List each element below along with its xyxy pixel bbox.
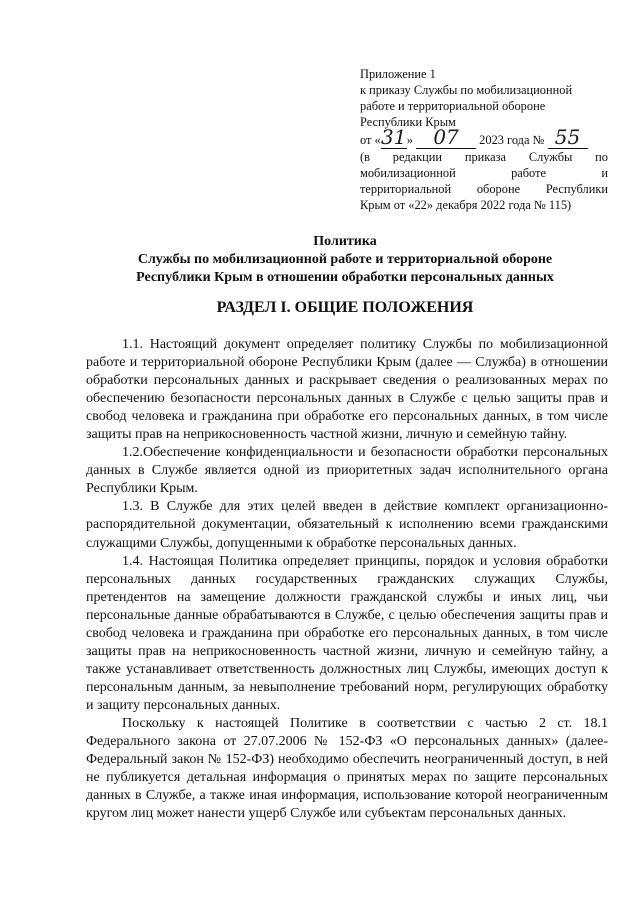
title-line-1: Политика [313, 234, 377, 249]
paragraph-1-1: 1.1. Настоящий документ определяет политику Службы по мобилизационной работе и территориальной обороне Республики Крым (далее — Служба) в отношении обработки персональных данных и раскрывает сведения о реализованных мерах по обеспечению безопасности персональных данных в Службе с целью защиты прав и свобод человека и гражданина при обработке его персональных данных, в том числе защиты прав на неприкосновенность частной жизни, личную и семейную тайну. [86, 337, 608, 443]
date-month-handwritten: 07 [433, 125, 459, 149]
document-title [80, 233, 610, 287]
date-mid: » [406, 133, 413, 147]
paragraph-1-4: 1.4. Настоящая Политика определяет принципы, порядок и условия обработки персональных данных государственных гражданских служащих Службы, претендентов на замещение должности гражданской службы и иных лиц, чьи персональные данные обрабатываются в Службе, с целью обеспечения защиты прав и свобод человека и гражданина при обработке его персональных данных, в том числе защиты прав на неприкосновенность частной жизни, личную и семейную тайну, а также устанавливает ответственность должностных лиц Службы, имеющих доступ к персональным данным, за невыполнение требований норм, регулирующих обработку и защиту персональных данных. [86, 553, 608, 713]
edition-line-2: мобилизационной работе и [360, 166, 608, 180]
document-body [86, 336, 608, 823]
order-date-line [360, 125, 608, 149]
title-line-3: Республики Крым в отношении обработки персональных данных [136, 270, 554, 285]
paragraph-1-3: 1.3. В Службе для этих целей введен в действие комплект организационно-распорядительной документации, обязательный к исполнению всеми гражданскими служащими Службы, допущенными к обработке персональных данных. [86, 499, 608, 551]
appendix-line-4: Республики Крым [360, 115, 456, 129]
date-prefix: от « [360, 133, 381, 147]
date-year: 2023 года № [479, 133, 545, 147]
paragraph-1-2: 1.2.Обеспечение конфиденциальности и безопасности обработки персональных данных в Службе является одной из приоритетных задач исполнительного органа Республики Крым. [86, 445, 608, 497]
paragraph-access: Поскольку к настоящей Политике в соответствии с частью 2 ст. 18.1 Федерального закона от 27.07.2006 № 152-ФЗ «О персональных данных» (далее-Федеральный закон № 152-ФЗ) необходимо обеспечить неограниченный доступ, в ней не публикуется детальная информация о принятых мерах по защите персональных данных в Службе, а также иная информация, использование которой неограниченным кругом лиц может нанести ущерб Службе или субъектам персональных данных. [86, 715, 608, 822]
edition-line-3: территориальной обороне Республики [360, 182, 608, 196]
order-number-handwritten: 55 [554, 125, 581, 149]
appendix-line-1: Приложение 1 [360, 67, 436, 81]
edition-line-4: Крым от «22» декабря 2022 года № 115) [360, 198, 572, 212]
date-day-handwritten: 31 [381, 125, 407, 149]
title-line-2: Службы по мобилизационной работе и территориальной обороне [137, 252, 553, 267]
appendix-line-3: работе и территориальной обороне [360, 99, 546, 113]
appendix-line-2: к приказу Службы по мобилизационной [360, 83, 573, 97]
edition-line-1: (в редакции приказа Службы по [360, 150, 608, 164]
section-heading: РАЗДЕЛ I. ОБЩИЕ ПОЛОЖЕНИЯ [216, 299, 474, 316]
appendix-block [360, 66, 608, 213]
